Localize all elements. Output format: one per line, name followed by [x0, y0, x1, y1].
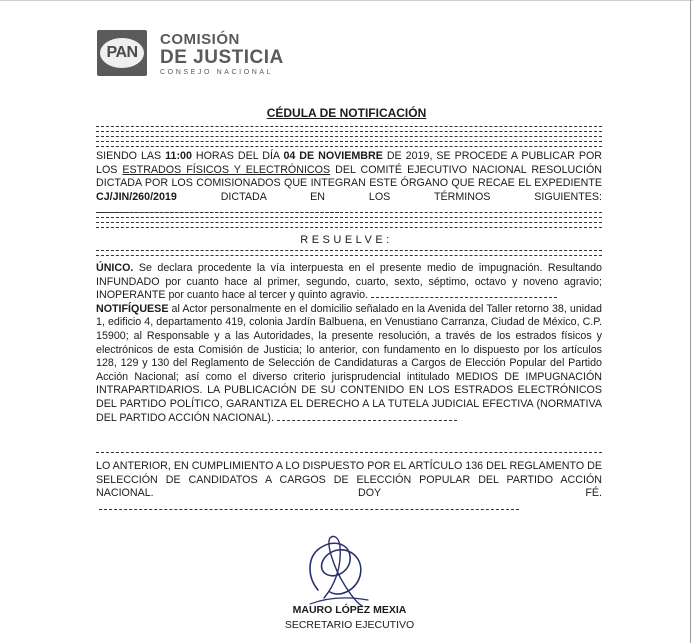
- document-title: CÉDULA DE NOTIFICACIÓN: [266, 106, 427, 120]
- dashed-rule: [96, 126, 602, 127]
- notifiquese-label: NOTIFÍQUESE: [96, 302, 169, 315]
- dashed-rule: [96, 141, 602, 142]
- intro-text: SIENDO LAS: [96, 150, 166, 162]
- resuelve-heading: RESUELVE:: [300, 234, 393, 246]
- dashed-rule: [96, 217, 602, 218]
- pan-logo-text: PAN: [100, 38, 144, 68]
- dashed-rule: [96, 131, 602, 132]
- pan-logo: [97, 30, 147, 76]
- dashed-fill: [277, 420, 457, 421]
- dashed-fill: [99, 509, 519, 510]
- dashed-rule: [96, 146, 602, 147]
- estrados-text: ESTRADOS FÍSICOS Y ELECTRÓNICOS: [122, 163, 331, 176]
- dashed-fill: [371, 297, 557, 298]
- hora-value: 11:00: [165, 150, 192, 162]
- dashed-rule: [96, 255, 602, 256]
- scan-edge-top: [0, 0, 693, 1]
- dashed-rule: [96, 212, 602, 213]
- organization-name: [160, 32, 284, 78]
- signer-name: MAURO LÓPEZ MEXIA: [292, 604, 407, 616]
- dashed-rule: [96, 136, 602, 137]
- dashed-rule: [96, 452, 602, 453]
- dashed-rule: [96, 222, 602, 223]
- notifiquese-paragraph: [96, 303, 602, 425]
- unico-label: ÚNICO.: [96, 262, 134, 274]
- fecha-value: 04 DE NOVIEMBRE: [283, 150, 383, 162]
- expediente-number: CJ/JIN/260/2019: [96, 190, 177, 203]
- intro-text: HORAS DEL DÍA: [191, 150, 284, 162]
- intro-paragraph: [96, 150, 602, 218]
- org-line-consejo: CONSEJO NACIONAL: [160, 69, 274, 76]
- pan-logo-box: [97, 30, 147, 76]
- intro-text: DE 2019, SE PROCEDE A PUBLICAR POR LOS: [96, 150, 602, 176]
- scan-edge-right: [690, 0, 691, 643]
- unico-text: Se declara procedente la vía interpuesta en el presente medio de impugnación. Resultando INFUNDADO por cuanto hace al primer, segundo, cuarto, sexto, séptimo, octavo y noveno agravio; INOPERANTE por cuanto hace al tercer y quinto agravio.: [96, 262, 602, 302]
- unico-paragraph: [96, 262, 602, 303]
- dashed-rule: [96, 227, 602, 228]
- intro-text: DICTADA EN LOS TÉRMINOS SIGUIENTES:: [176, 190, 602, 203]
- intro-text: DEL COMITÉ EJECUTIVO NACIONAL RESOLUCIÓN DICTADA POR LOS COMISIONADOS QUE INTEGRAN ESTE ÓRGANO QUE RECAE EL EXPEDIENTE: [96, 163, 602, 190]
- org-line-justicia: DE JUSTICIA: [160, 47, 284, 68]
- org-line-comision: COMISIÓN: [160, 31, 240, 48]
- notifiquese-text: al Actor personalmente en el domicilio señalado en la Avenida del Taller retorno 38, unidad 1, edificio 4, departamento 419, colonia Jardín Balbuena, en Venustiano Carranza, Ciudad de México, C.P. 15900; al Responsable y a las Autoridades, la presente resolución, a través de los estrados físicos y electrónicos de esta Comisión de Justicia; lo anterior, con fundamento en lo dispuesto por los artículos 128, 129 y 130 del Reglamento de Selección de Candidaturas a Cargos de Elección Popular del Partido Acción Nacional; así como el diverso criterio jurisprudencial intitulado MEDIOS DE IMPUGNACIÓN INTRAPARTIDARIOS. LA PUBLICACIÓN DE SU CONTENIDO EN LOS ESTRADOS ELECTRÓNICOS DEL PARTIDO POLÍTICO, GARANTIZA EL DERECHO A LA TUTELA JUDICIAL EFECTIVA (NORMATIVA DEL PARTIDO ACCIÓN NACIONAL).: [96, 302, 602, 424]
- closing-text: LO ANTERIOR, EN CUMPLIMIENTO A LO DISPUESTO POR EL ARTÍCULO 136 DEL REGLAMENTO DE SELECCIÓN DE CANDIDATOS A CARGOS DE ELECCIÓN POPULAR DEL PARTIDO ACCIÓN NACIONAL. DOY FÉ.: [96, 460, 602, 500]
- dashed-rule: [96, 250, 602, 251]
- closing-paragraph: [96, 460, 602, 514]
- resolution-body: [96, 262, 602, 425]
- signer-role: SECRETARIO EJECUTIVO: [284, 619, 415, 631]
